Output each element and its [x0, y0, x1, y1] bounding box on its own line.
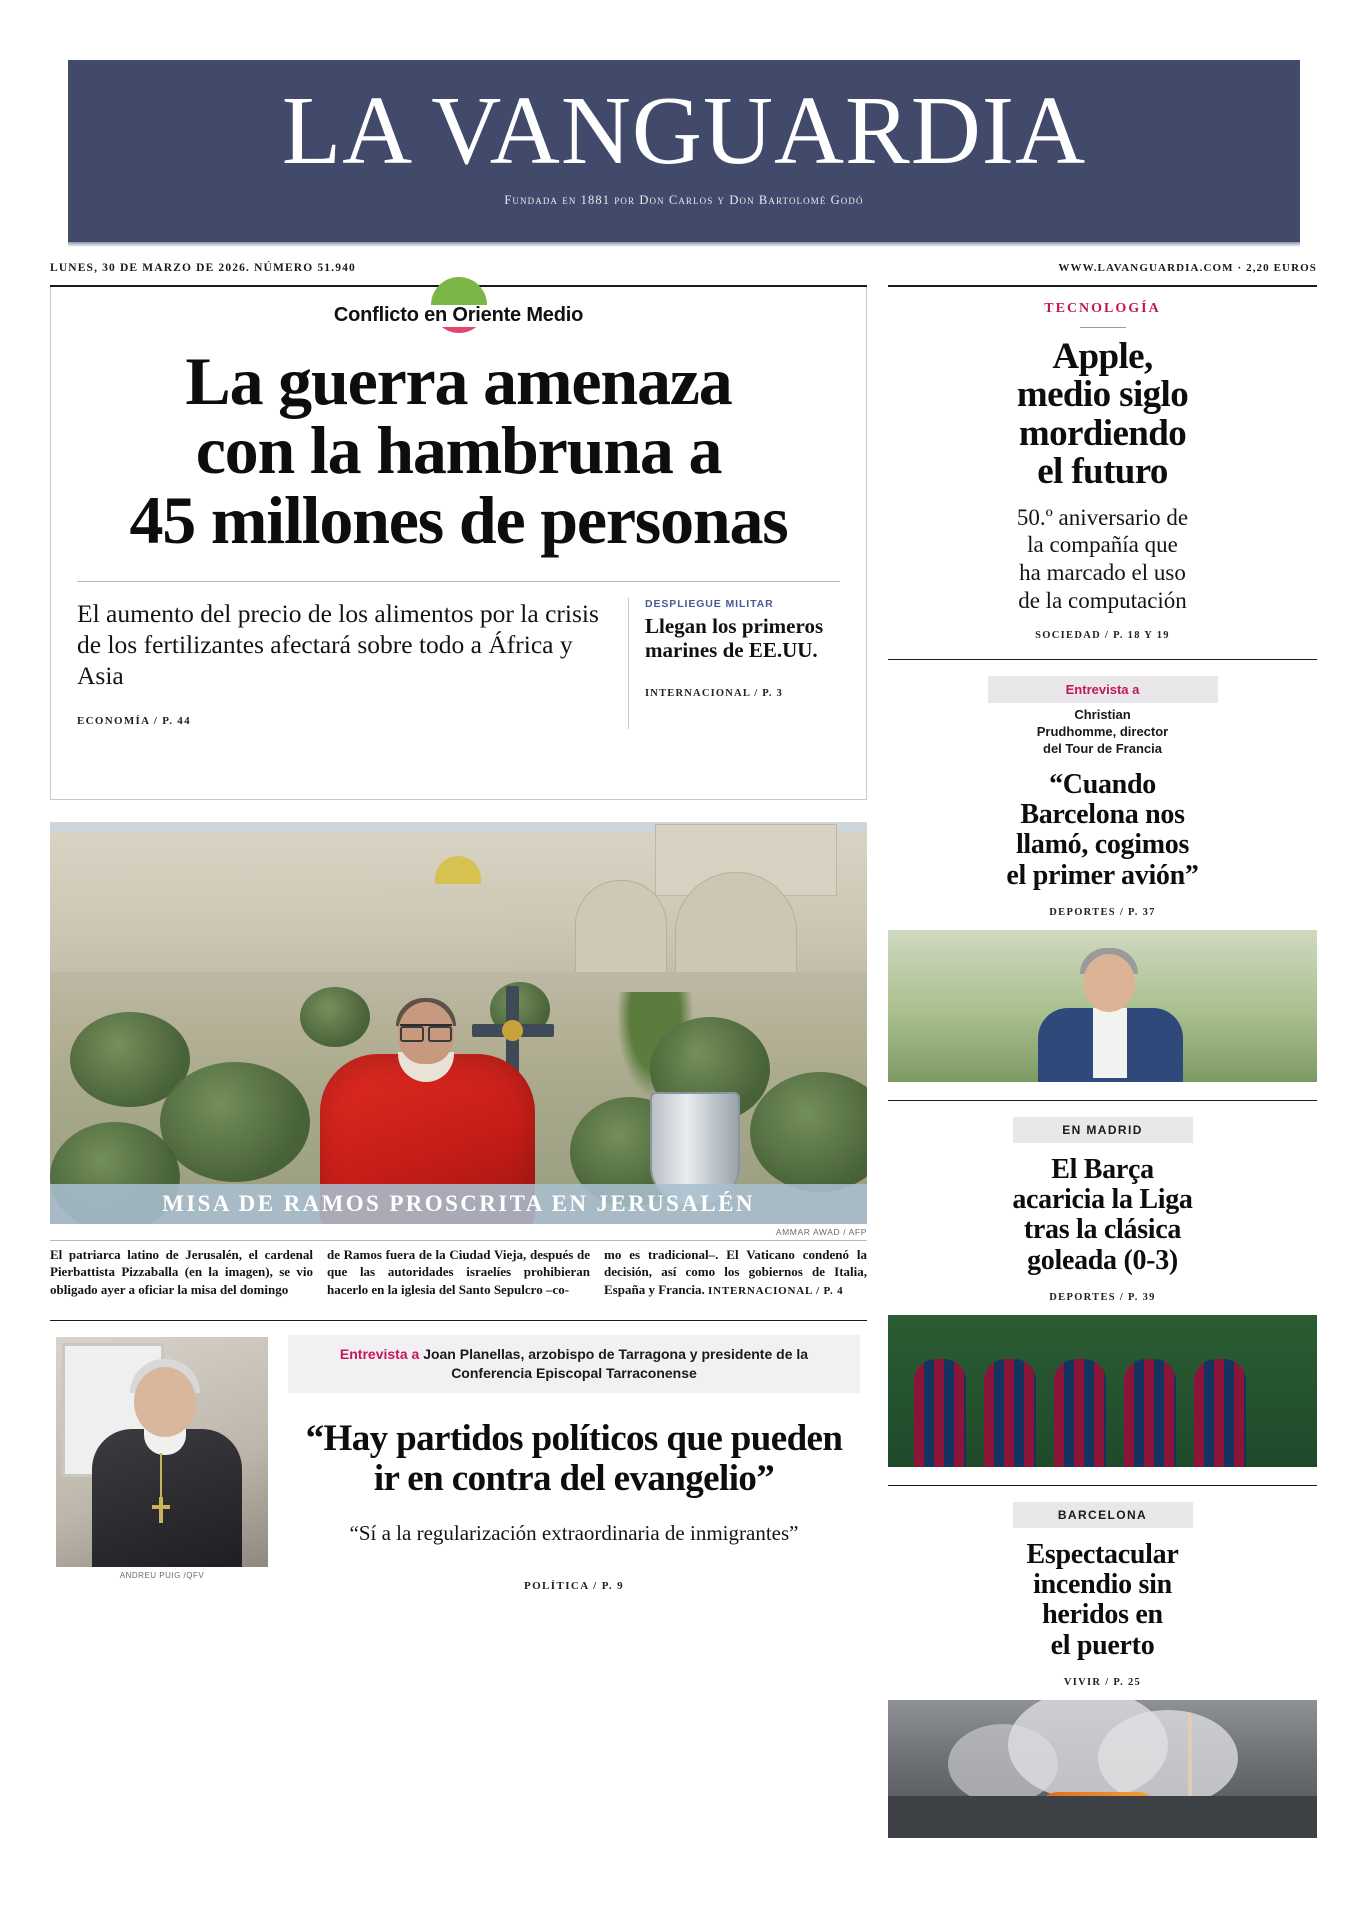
rail-tech-deck [888, 504, 1317, 614]
lead-deck-line-2: de los fertilizantes afectará sobre todo a África y Asia [77, 630, 573, 691]
lead-kicker-wrap [51, 287, 866, 343]
rail-interview-quote-line-4: el primer avión” [1006, 859, 1199, 891]
rail-tech-rule [1080, 327, 1126, 328]
caption-column-2: de Ramos fuera de la Ciudad Vieja, después de que las autoridades israelíes prohibieran hacerlo en la iglesia del Santo Sepulcro –co- [327, 1247, 590, 1297]
interview-headline-line-1: “Hay partidos políticos que pueden [305, 1417, 843, 1459]
interview-photo-face [134, 1367, 196, 1437]
rail-interview-photo[interactable] [888, 930, 1317, 1082]
caption-divider [50, 1240, 867, 1241]
rail-tech-deck-line-1: 50.º aniversario de [1016, 504, 1189, 530]
rail-tech-headline-line-1: Apple, [1052, 336, 1153, 377]
rail-madrid-headline [888, 1155, 1317, 1276]
rail-madrid-story[interactable] [888, 1117, 1317, 1467]
caption-column-3 [604, 1246, 867, 1298]
issue-date: LUNES, 30 DE MARZO DE 2026. NÚMERO 51.940 [50, 262, 356, 274]
rail-interview-subject-line-2: Prudhomme, director [1036, 724, 1169, 740]
rail-interview-subject-line-3: del Tour de Francia [1043, 741, 1162, 757]
rail-interview-badge: Entrevista a [988, 676, 1218, 703]
rail-barcelona-headline-line-3: heridos en [1042, 1599, 1163, 1631]
rail-interview-quote-line-2: Barcelona nos [1020, 799, 1185, 831]
lead-headline-line-1: La guerra amenaza [185, 343, 732, 419]
photo-dome [435, 856, 481, 884]
rail-interview-story[interactable] [888, 676, 1317, 1082]
lead-kicker: Conflicto en Oriente Medio [333, 303, 584, 326]
interview-photo-credit: ANDREU PUIG /QFV [119, 1571, 205, 1580]
lead-deck-line-1: El aumento del precio de los alimentos por la crisis [77, 599, 599, 629]
caption-section-ref[interactable]: INTERNACIONAL / P. 4 [708, 1284, 844, 1297]
right-rail [888, 287, 1317, 1838]
rail-interview-quote-line-1: “Cuando [1049, 768, 1156, 800]
interview-text [288, 1335, 860, 1592]
rail-tech-ref[interactable]: SOCIEDAD / P. 18 Y 19 [1035, 630, 1170, 642]
lead-bottom [77, 598, 840, 729]
rail-barcelona-story[interactable] [888, 1502, 1317, 1838]
rail-interview-ref[interactable]: DEPORTES / P. 37 [1049, 906, 1156, 918]
photo-caption [50, 1246, 867, 1298]
photo-cross-gem [502, 1020, 523, 1041]
masthead [68, 60, 1300, 242]
rail-interview-subject [888, 707, 1317, 758]
rail-photo-player [1054, 1359, 1106, 1467]
deploy-title [645, 615, 840, 662]
rail-barcelona-headline-line-2: incendio sin [1033, 1569, 1172, 1601]
interview-kicker-label: Entrevista a [339, 1346, 420, 1362]
rail-madrid-headline-line-3: tras la clásica [1023, 1214, 1182, 1246]
rail-madrid-headline-line-2: acaricia la Liga [1012, 1184, 1193, 1216]
rail-tech-headline [888, 338, 1317, 492]
rail-divider-1 [888, 659, 1317, 660]
interview-headline [288, 1419, 860, 1499]
photo-golden-gate [675, 872, 797, 984]
rail-madrid-headline-line-4: goleada (0-3) [1027, 1244, 1178, 1276]
rail-tech-deck-line-4: de la computación [1018, 587, 1187, 613]
rail-photo-player [1124, 1359, 1176, 1467]
deploy-kicker: DESPLIEGUE MILITAR [645, 598, 774, 611]
interview-block[interactable] [50, 1320, 867, 1861]
rail-interview-photo-face [1083, 954, 1135, 1012]
interview-kicker-rest: Joan Planellas, arzobispo de Tarragona y presidente de la Conferencia Episcopal Tarraconense [423, 1346, 809, 1381]
photo-tree [160, 1062, 310, 1182]
lead-headline [81, 343, 836, 558]
photo-banner-text: MISA DE RAMOS PROSCRITA EN JERUSALÉN [162, 1191, 755, 1216]
deploy-title-line-2: marines de EE.UU. [645, 637, 818, 662]
rail-barcelona-badge: BARCELONA [1013, 1502, 1193, 1528]
masthead-founded-line: Fundada en 1881 por Don Carlos y Don Bartolomé Godó [504, 193, 864, 207]
rail-tech-headline-line-3: mordiendo [1018, 412, 1187, 454]
rail-barcelona-headline-line-1: Espectacular [1026, 1538, 1179, 1570]
rail-tech-headline-line-4: el futuro [1037, 451, 1168, 493]
rail-barcelona-headline [888, 1540, 1317, 1661]
interview-photo[interactable] [56, 1337, 268, 1567]
masthead-shadow [68, 242, 1300, 247]
interview-subtitle: “Sí a la regularización extraordinaria de inmigrantes” [349, 1520, 799, 1545]
interview-kicker-box [288, 1335, 860, 1393]
rail-photo-player [1194, 1359, 1246, 1467]
rail-photo-player [914, 1359, 966, 1467]
lead-divider [77, 581, 840, 582]
rail-divider-3 [888, 1485, 1317, 1486]
caption-column-1: El patriarca latino de Jerusalén, el cardenal Pierbattista Pizzaballa (en la imagen), se vio obligado ayer a oficiar la misa del domingo [50, 1247, 313, 1297]
lead-section-ref[interactable]: ECONOMÍA / P. 44 [77, 715, 191, 728]
rail-interview-photo-shirt [1093, 1008, 1127, 1078]
interview-photo-chain [160, 1453, 162, 1501]
photo-banner [50, 1184, 867, 1224]
rail-madrid-headline-line-1: El Barça [1051, 1153, 1154, 1185]
rail-madrid-ref[interactable]: DEPORTES / P. 39 [1049, 1291, 1156, 1303]
masthead-title: LA VANGUARDIA [281, 77, 1087, 184]
rail-tech-deck-line-3: ha marcado el uso [1019, 560, 1186, 586]
lead-headline-line-3: 45 millones de personas [129, 481, 788, 558]
rail-barcelona-photo[interactable] [888, 1700, 1317, 1838]
pectoral-cross-icon [152, 1497, 170, 1523]
date-bar [50, 262, 1317, 284]
rail-interview-quote [888, 770, 1317, 891]
rail-divider-2 [888, 1100, 1317, 1101]
deploy-section-ref[interactable]: INTERNACIONAL / P. 3 [645, 688, 783, 700]
rail-barcelona-ref[interactable]: VIVIR / P. 25 [1063, 1676, 1142, 1688]
rail-interview-subject-line-1: Christian [1074, 707, 1131, 723]
photo-gate-secondary [575, 880, 667, 982]
lead-story[interactable] [50, 287, 867, 800]
rail-tech-deck-line-2: la compañía que [1027, 532, 1178, 558]
photo-glasses-icon [400, 1024, 452, 1038]
interview-section-ref[interactable]: POLÍTICA / P. 9 [523, 1579, 625, 1592]
caption-column-3-text: mo es tradicional–. El Vaticano condenó la decisión, así como los gobiernos de Italia, España y Francia. [604, 1247, 867, 1297]
rail-tech-headline-line-2: medio siglo [1016, 374, 1189, 416]
photo-city-wall [50, 832, 867, 982]
rail-madrid-photo[interactable] [888, 1315, 1317, 1467]
rail-interview-quote-line-3: llamó, cogimos [1015, 829, 1190, 861]
rail-tech-story[interactable] [888, 301, 1317, 641]
deploy-sidebar[interactable] [628, 598, 840, 729]
rail-barcelona-headline-line-4: el puerto [1050, 1629, 1155, 1661]
main-photo[interactable] [50, 822, 867, 1224]
lead-headline-line-2: con la hambruna a [195, 412, 722, 489]
interview-headline-line-2: ir en contra del evangelio” [373, 1457, 775, 1499]
lead-deck [77, 598, 628, 729]
rail-madrid-badge: EN MADRID [1013, 1117, 1193, 1143]
rail-photo-ground [888, 1796, 1317, 1838]
rail-photo-player [984, 1359, 1036, 1467]
photo-credit: AMMAR AWAD / AFP [775, 1227, 867, 1237]
website-price: WWW.LAVANGUARDIA.COM · 2,20 EUROS [1058, 262, 1317, 274]
rail-tech-section: TECNOLOGÍA [1044, 301, 1161, 316]
deploy-title-line-1: Llegan los primeros [645, 614, 824, 639]
